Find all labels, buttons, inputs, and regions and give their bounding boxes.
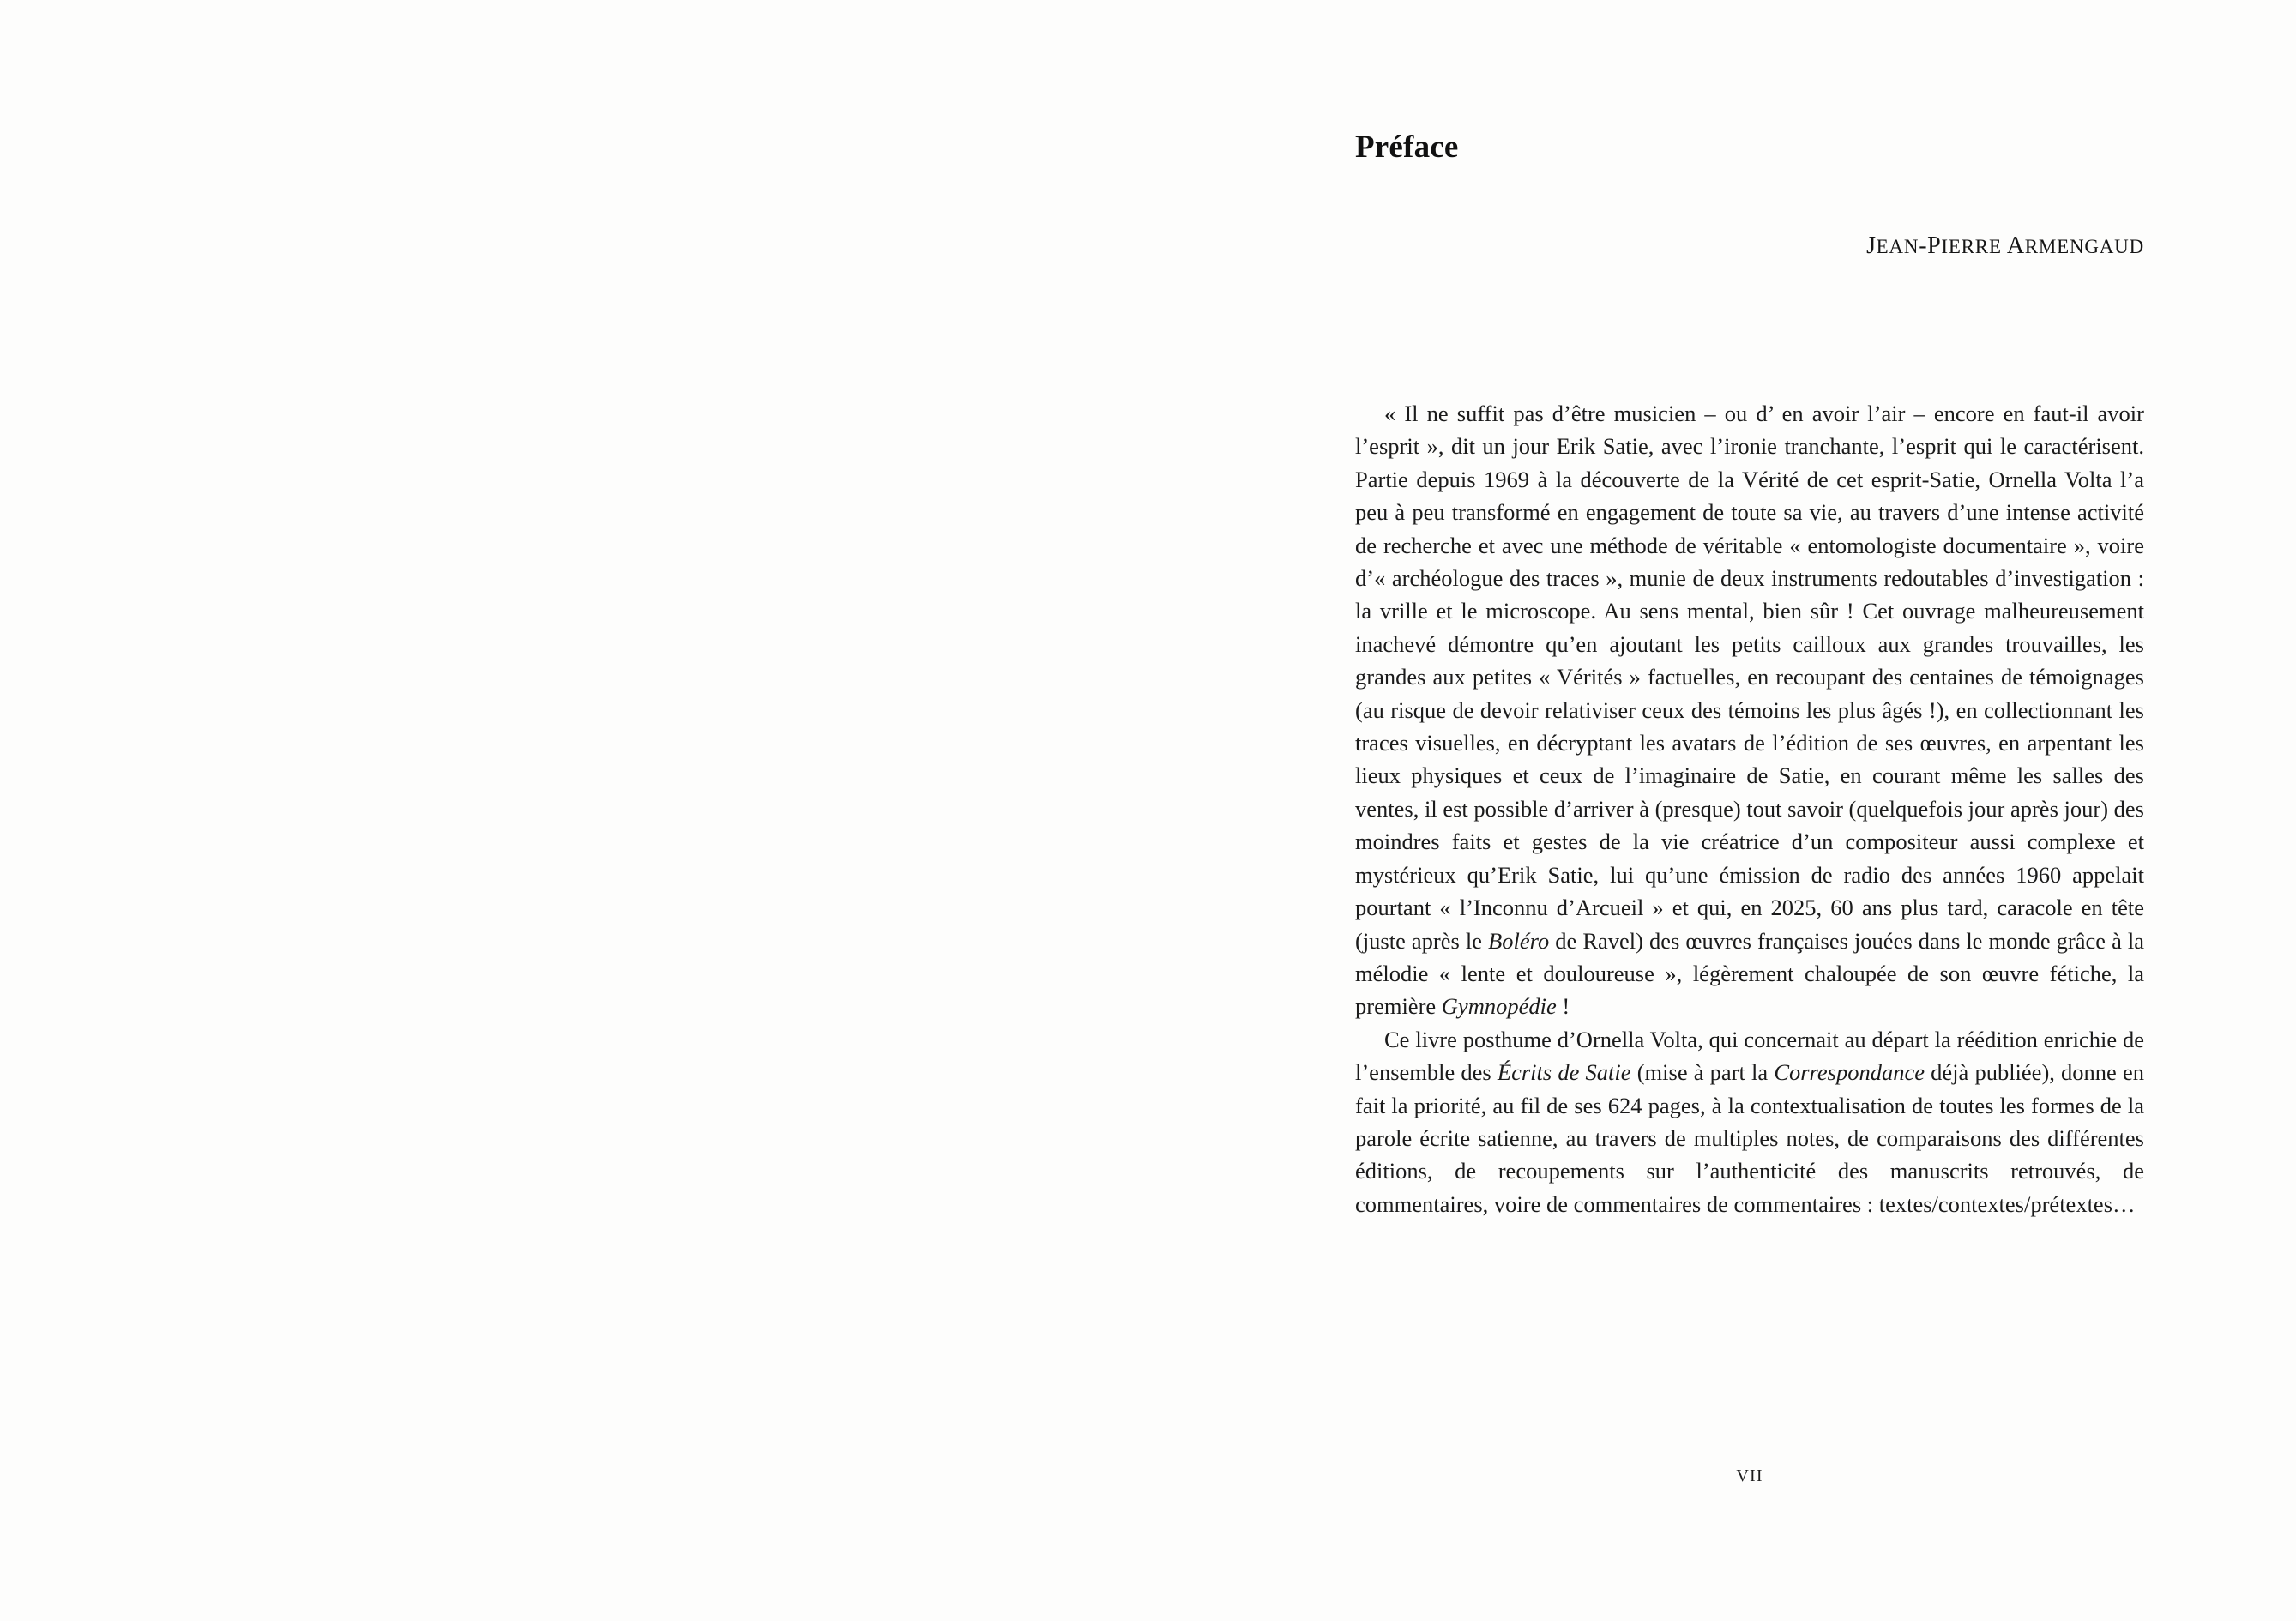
paragraph-1-text: « Il ne suffit pas d’être musicien – ou d’ en avoir l’air – encore en faut-il avoir l’esprit », dit un jour Erik Satie, avec l’ironie tranchante, l’esprit qui le caractérisent. Partie depuis 1969 à la découverte de la Vérité de cet esprit-Satie, Ornella Volta l’a peu à peu transformé en engagement de toute sa vie, au travers d’une intense activité de recherche et avec une méthode de véritable « entomologiste documentaire », voire d’« archéologue des traces », munie de deux instruments redoutables d’investigation : la vrille et le microscope. Au sens mental, bien sûr ! Cet ouvrage malheureusement inachevé démontre qu’en ajoutant les petits cailloux aux grandes trouvailles, les grandes aux petites « Vérités » factuelles, en recoupant des centaines de témoignages (au risque de devoir relativiser ceux des témoins les plus âgés !), en collectionnant les traces visuelles, en décryptant les avatars de l’édition de ses œuvres, en arpentant les lieux physiques et ceux de l’imaginaire de Satie, en courant même les salles des ventes, il est possible d’arriver à (presque) tout savoir (quelquefois jour après jour) des moindres faits et gestes de la vie créatrice d’un compositeur aussi complexe et mystérieux qu’Erik Satie, lui qu’une émission de radio des années 1960 appelait pourtant « l’Inconnu d’Arcueil » et qui, en 2025, 60 ans plus tard, caracole en tête (juste après le bbox=[1355, 401, 2144, 954]
author-byline bbox=[1355, 232, 2144, 260]
author-name-part-3: RMENGAUD bbox=[2024, 236, 2144, 257]
title-ecrits-de-satie: Écrits de Satie bbox=[1497, 1059, 1631, 1086]
page-number: VII bbox=[1736, 1467, 1763, 1485]
paragraph-2 bbox=[1355, 1023, 2144, 1220]
author-separator: -P bbox=[1919, 232, 1942, 259]
paragraph-1 bbox=[1355, 397, 2144, 1023]
paragraph-1-end: ! bbox=[1556, 993, 1570, 1020]
paragraph-1-continued: de Ravel) des œuvres françaises jouées dans le monde grâce à la mélodie « lente et douloureuse », légèrement chaloupée de son œuvre fétiche, la première bbox=[1355, 927, 2144, 1020]
paragraph-2-text: Ce livre posthume d’Ornella Volta, qui concernait au départ la réédition enrichie de l’ensemble des bbox=[1355, 1026, 2144, 1086]
title-bolero: Boléro bbox=[1488, 927, 1550, 954]
author-name-part-1: EAN bbox=[1876, 236, 1919, 257]
page-title: Préface bbox=[1355, 130, 1459, 165]
title-correspondance: Correspondance bbox=[1774, 1059, 1925, 1086]
author-surname-initial: A bbox=[2001, 232, 2025, 259]
text-column bbox=[1355, 129, 2144, 1220]
title-gymnopedie: Gymnopédie bbox=[1441, 993, 1557, 1020]
body-text bbox=[1355, 397, 2144, 1220]
author-name-part-2: IERRE bbox=[1941, 236, 2002, 257]
author-initial-j: J bbox=[1866, 232, 1877, 259]
paragraph-2-end: déjà publiée), donne en fait la priorité, au fil de ses 624 pages, à la contextualisation de toutes les formes de la parole écrite satienne, au travers de multiples notes, de comparaisons des différentes éditions, de recoupements sur l’authenticité des manuscrits retrouvés, de commentaires, voire de commentaires de commentaires : textes/contextes/prétextes… bbox=[1355, 1059, 2144, 1217]
paragraph-2-continued: (mise à part la bbox=[1630, 1059, 1775, 1086]
